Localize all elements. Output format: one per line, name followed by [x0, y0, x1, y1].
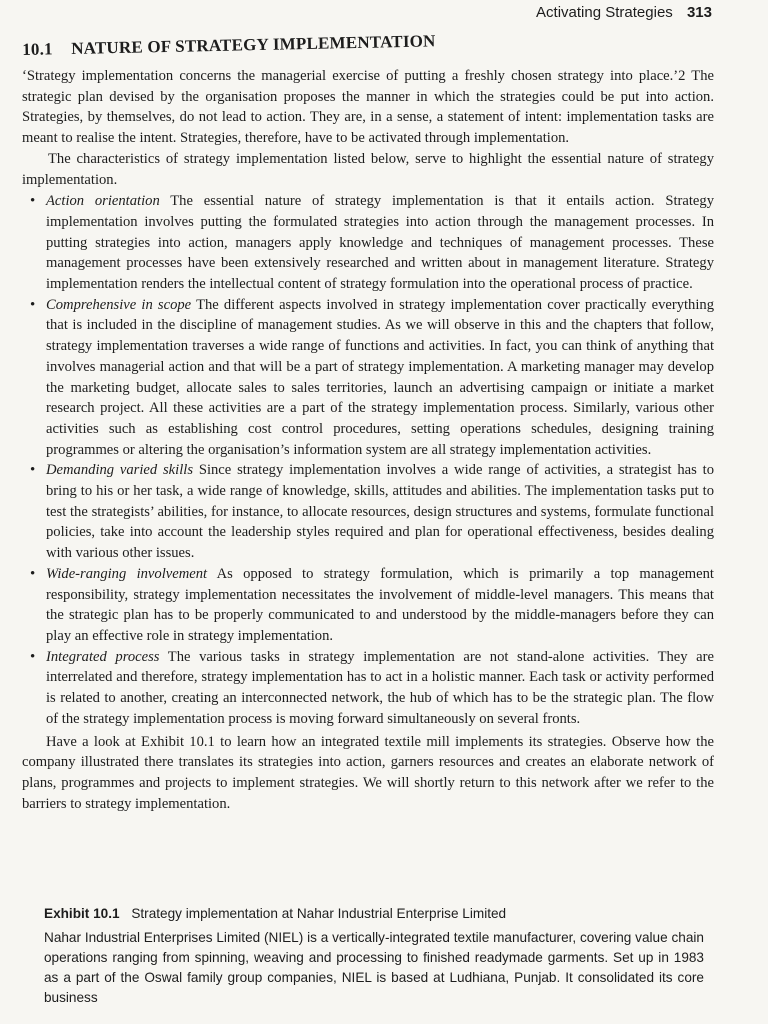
- bullet-term: Action orientation: [46, 193, 160, 210]
- running-title: Activating Strategies: [536, 4, 673, 21]
- exhibit-body: Nahar Industrial Enterprises Limited (NIEL) is a vertically-integrated textile manufacturer, covering value chain operations ranging from spinning, weaving and processing to finished readymade garments. Set up in 1983 as a part of the Oswal family group companies, NIEL is based at Ludhiana, Punjab. It consolidated its core business: [44, 930, 704, 1005]
- list-item: [22, 295, 714, 461]
- bullet-text: The various tasks in strategy implementation are not stand-alone activities. They are interrelated and therefore, strategy implementation has to act in a holistic manner. Each task or activity performed is related to another, creating an interconnected network, the hub of which has to be the strategic plan. The flow of the strategy implementation process is moving forward simultaneously on several fronts.: [46, 648, 715, 727]
- running-head: [536, 4, 712, 21]
- characteristics-list: [22, 191, 714, 729]
- bullet-icon: •: [30, 565, 36, 582]
- page-number: 313: [686, 4, 712, 21]
- list-item: [22, 647, 714, 730]
- intro-paragraph: ‘Strategy implementation concerns the managerial exercise of putting a freshly chosen strategy into place.’2 The strategic plan devised by the organisation proposes the manner in which the strategies could be put into action. Strategies, by themselves, do not lead to action. They are, in a sense, a statement of intent: implementation tasks are meant to realise the intent. Strategies, therefore, have to be activated through implementation.: [22, 68, 714, 147]
- bullet-text: As opposed to strategy formulation, which is primarily a top management responsibility, strategy implementation necessitates the involvement of middle-level managers. This means that the strategic plan has to be properly communicated to and understood by the middle-managers before they can play an effective role in strategy implementation.: [46, 565, 714, 644]
- exhibit-box: [44, 904, 704, 1008]
- bullet-text: Since strategy implementation involves a wide range of activities, a strategist has to bring to his or her task, a wide range of knowledge, skills, attitudes and abilities. The implementation tasks put to test the strategists’ abilities, for instance, to allocate resources, design structures and systems, formulate functional policies, take into account the leadership styles required and plan for operational effectiveness, besides dealing with various other issues.: [46, 462, 714, 562]
- list-item: [22, 564, 714, 647]
- bullet-term: Comprehensive in scope: [46, 296, 192, 313]
- exhibit-heading: [44, 904, 704, 924]
- list-item: [22, 460, 714, 564]
- bullet-text: The essential nature of strategy implementation is that it entails action. Strategy implementation involves putting the formulated strategies into action through the management processes. In putting strategies into action, managers apply knowledge and techniques of management processes. These management processes have been extensively researched and written about in management literature. Strategy implementation renders the intellectual content of strategy formulation into the operational process of practice.: [46, 193, 714, 293]
- bullet-icon: •: [30, 193, 36, 210]
- bullet-term: Demanding varied skills: [46, 462, 194, 479]
- bullet-icon: •: [30, 296, 36, 313]
- section-number: 10.1: [22, 39, 53, 59]
- section-title: NATURE OF STRATEGY IMPLEMENTATION: [71, 31, 436, 58]
- bullet-icon: •: [30, 648, 36, 665]
- bullet-term: Wide-ranging involvement: [46, 565, 208, 582]
- bullet-text: The different aspects involved in strategy implementation cover practically everything that is included in the discipline of management studies. As we will observe in this and the chapters that follow, strategy implementation traverses a wide range of functions and activities. In fact, you can think of anything that involves managerial action and that will be a part of strategy implementation. A marketing manager may develop the marketing budget, allocate sales to sales territories, launch an advertising campaign or initiate a market research project. All these activities are a part of the strategy implementation process. Similarly, various other activities such as establishing cost control procedures, setting operations schedules, designing training programmes or altering the organisation’s information system are all strategy implementation activities.: [46, 296, 715, 458]
- exhibit-label: Exhibit 10.1: [44, 906, 120, 921]
- exhibit-title: Strategy implementation at Nahar Industrial Enterprise Limited: [131, 906, 507, 921]
- body-text: [22, 66, 714, 814]
- list-item: [22, 191, 714, 295]
- section-heading: [22, 31, 436, 60]
- bullet-icon: •: [30, 462, 36, 479]
- characteristics-intro-paragraph: The characteristics of strategy implementation listed below, serve to highlight the essential nature of strategy implementation.: [22, 150, 714, 188]
- bullet-term: Integrated process: [46, 648, 160, 665]
- closing-paragraph: Have a look at Exhibit 10.1 to learn how an integrated textile mill implements its strategies. Observe how the company illustrated there translates its strategies into action, garners resources and creates an elaborate network of plans, programmes and projects to implement strategies. We will shortly return to this network after we refer to the barriers to strategy implementation.: [22, 733, 714, 812]
